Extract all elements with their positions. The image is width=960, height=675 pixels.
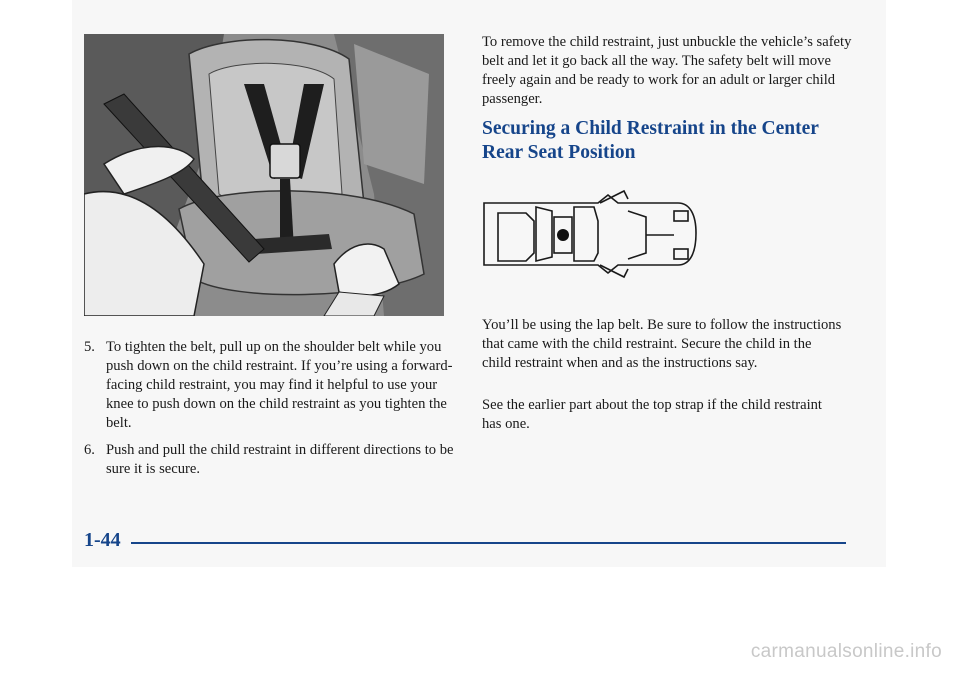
watermark: carmanualsonline.info [750,641,942,662]
step-item [84,338,454,433]
top-strap-paragraph: See the earlier part about the top strap if the child restraint has one. [482,397,822,432]
lap-belt-paragraph: You’ll be using the lap belt. Be sure to follow the instructions that came with the child restraint. Secure the child in the child restraint when and as the instructions say. [482,317,842,371]
step-text: Push and pull the child restraint in different directions to be sure it is secure. [106,442,454,477]
page-footer [84,529,846,557]
child-seat-illustration [84,34,444,316]
instruction-steps [84,338,454,487]
remove-restraint-paragraph: To remove the child restraint, just unbuckle the vehicle’s safety belt and let it go back all the way. The safety belt will move freely again and be ready to work for an adult or larger child passenger. [482,34,852,107]
step-number: 6. [84,442,95,458]
footer-rule [131,542,846,544]
section-heading: Securing a Child Restraint in the Center Rear Seat Position [482,118,819,163]
page-number: 1-44 [84,529,121,551]
step-number: 5. [84,339,95,355]
vehicle-top-view-diagram [478,173,700,295]
step-item [84,441,454,479]
step-text: To tighten the belt, pull up on the shoulder belt while you push down on the child restraint. If you’re using a forward-facing child restraint, you may find it helpful to use your knee to push down on the child restraint as you tighten the belt. [106,339,453,431]
